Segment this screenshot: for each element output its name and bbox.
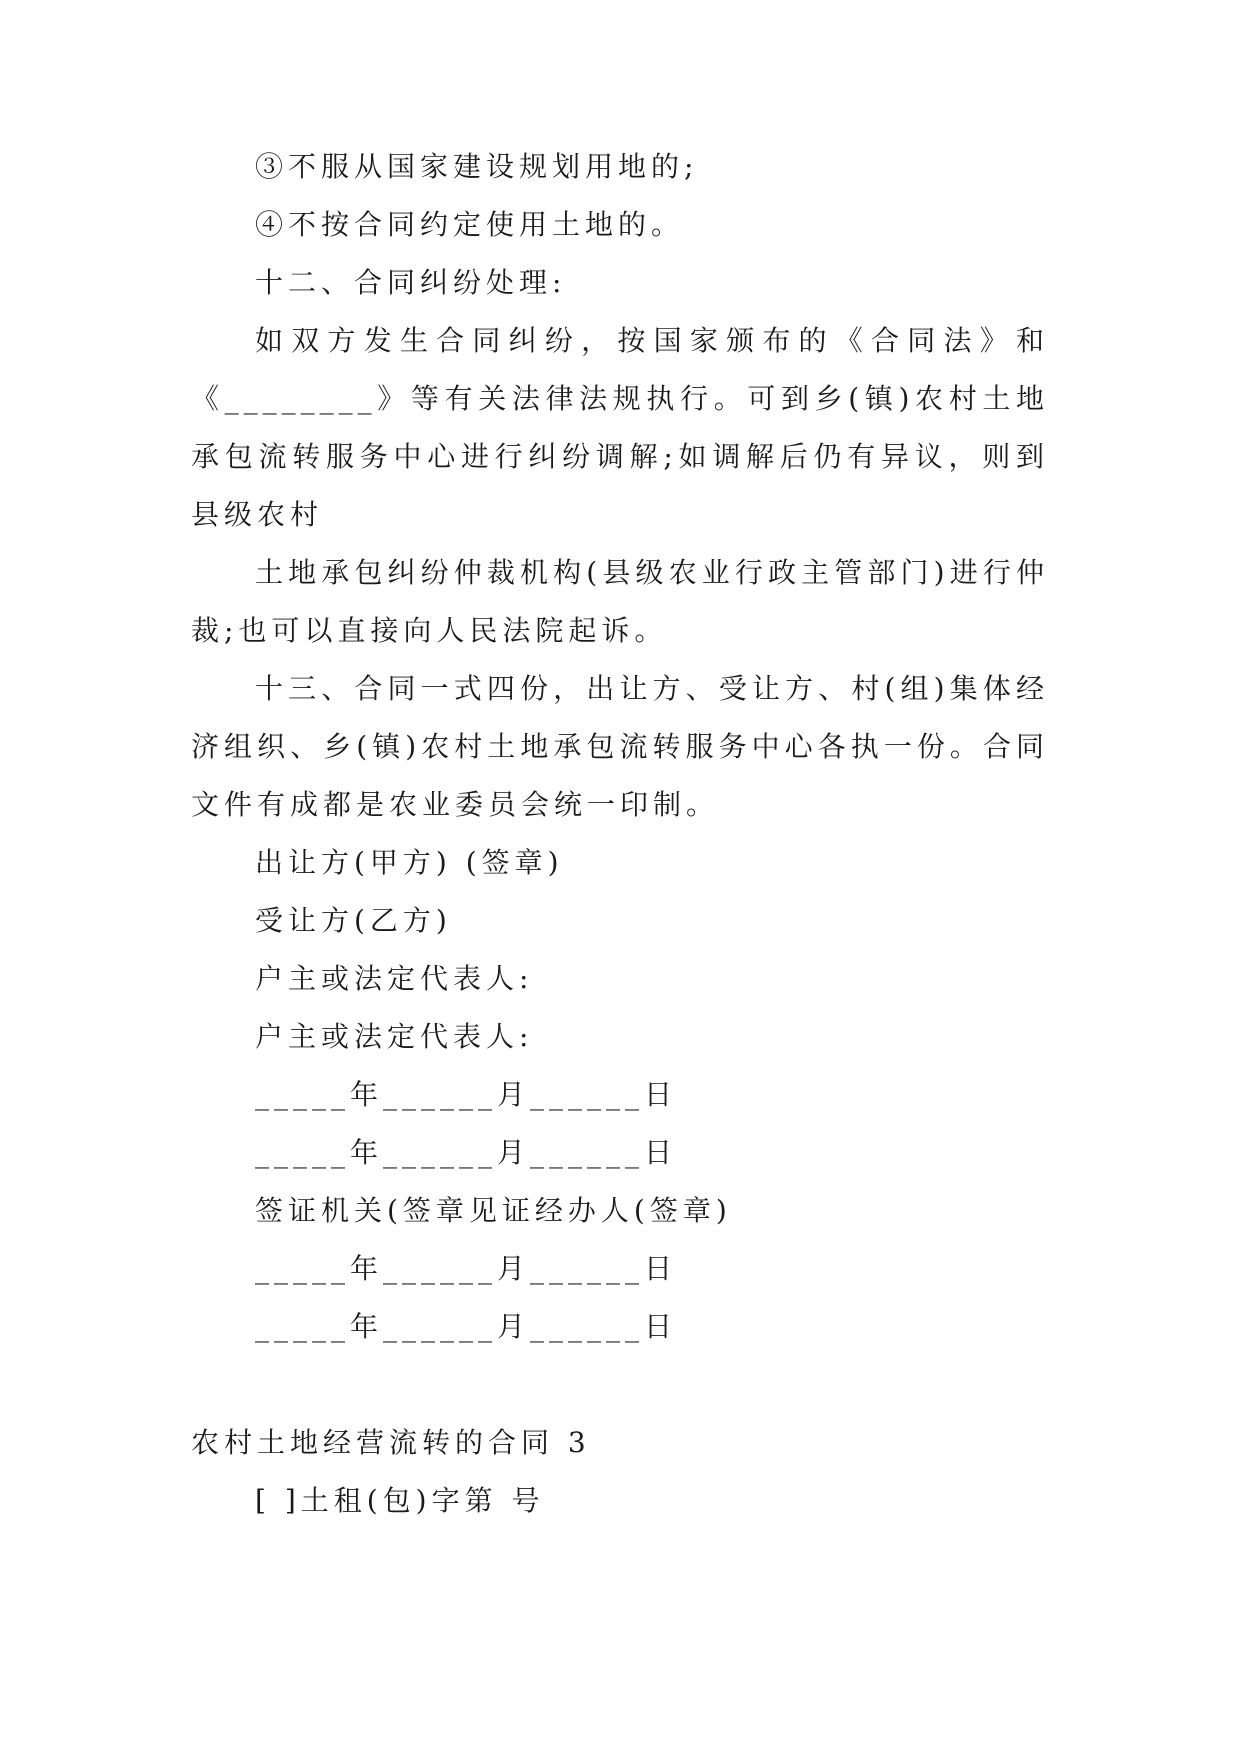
clause-item-4: ④不按合同约定使用土地的。 <box>255 208 685 241</box>
dispute-paragraph-block <box>191 312 1049 544</box>
arbitration-paragraph-block <box>191 544 1049 660</box>
next-contract-title: 农村土地经营流转的合同 3 <box>191 1426 591 1459</box>
copies-paragraph-block <box>191 660 1049 834</box>
date-line-2: _____年______月______日 <box>255 1136 678 1169</box>
date-line-4: _____年______月______日 <box>255 1310 678 1343</box>
section-heading-12: 十二、合同纠纷处理: <box>255 266 567 299</box>
contract-number: [ ]土租(包)字第 号 <box>255 1484 545 1517</box>
householder-label-1: 户主或法定代表人: <box>255 962 534 995</box>
date-line-1: _____年______月______日 <box>255 1078 678 1111</box>
householder-label-2: 户主或法定代表人: <box>255 1020 534 1053</box>
date-line-3: _____年______月______日 <box>255 1252 678 1285</box>
transferor-signature: 出让方(甲方) (签章) <box>255 846 564 879</box>
certifying-authority: 签证机关(签章见证经办人(签章) <box>255 1194 732 1227</box>
arbitration-paragraph: 土地承包纠纷仲裁机构(县级农业行政主管部门)进行仲裁;也可以直接向人民法院起诉。 <box>191 556 1049 647</box>
clause-item-3: ③不服从国家建设规划用地的; <box>255 150 699 183</box>
transferee-signature: 受让方(乙方) <box>255 904 452 937</box>
dispute-paragraph: 如双方发生合同纠纷，按国家颁布的《合同法》和《________》等有关法律法规执行。可到乡(镇)农村土地承包流转服务中心进行纠纷调解;如调解后仍有异议，则到县级农村 <box>191 324 1049 531</box>
copies-paragraph: 十三、合同一式四份，出让方、受让方、村(组)集体经济组织、乡(镇)农村土地承包流转服务中心各执一份。合同文件有成都是农业委员会统一印制。 <box>191 672 1049 821</box>
